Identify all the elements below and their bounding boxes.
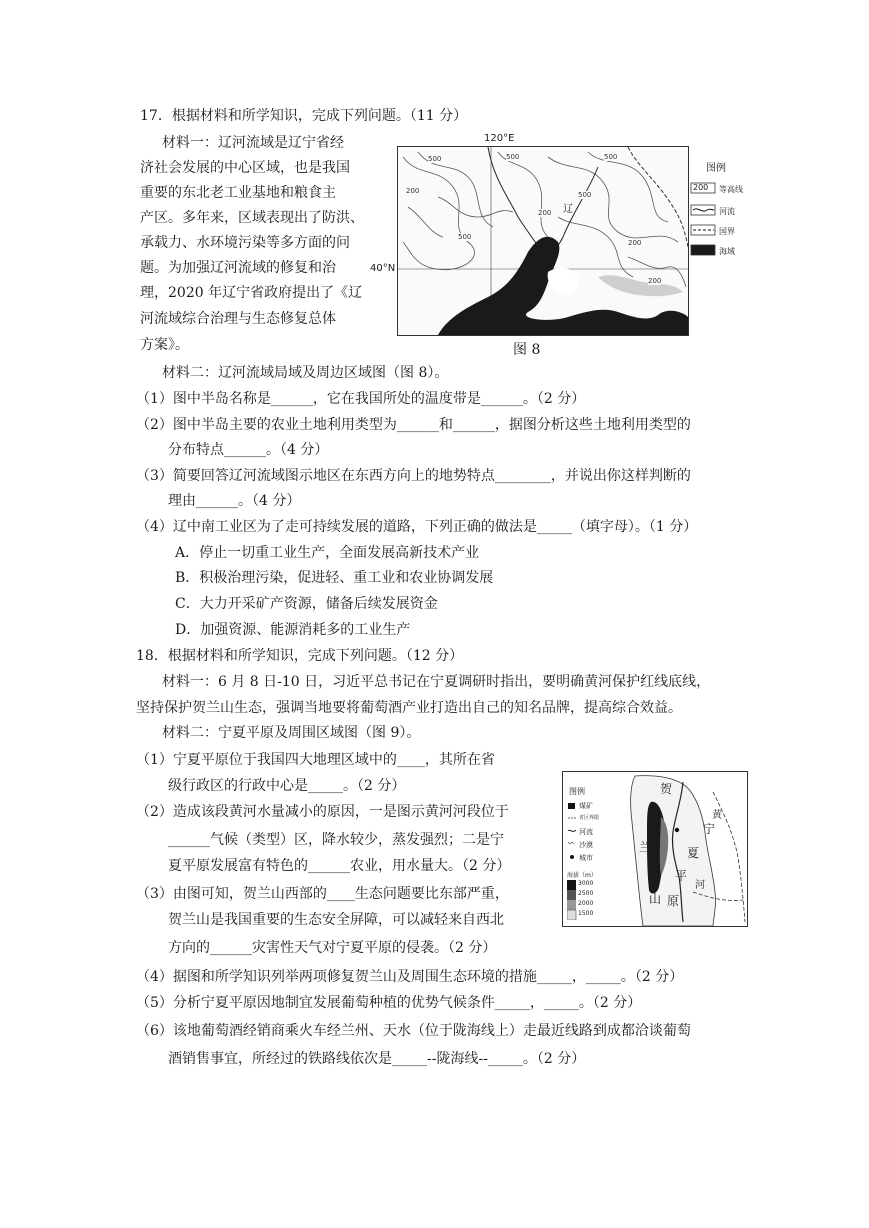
option-a: A．停止一切重工业生产，全面发展高新技术产业 — [175, 545, 480, 561]
legend-contour-sample: 200 — [693, 183, 709, 192]
q18-question: （6）该地葡萄酒经销商乘火车经兰州、天水（位于陇海线上）走最近线路到成都洽谈葡萄 — [136, 1023, 691, 1039]
legend-river: 河流 — [719, 207, 735, 216]
map-label-he: 贺 — [660, 782, 673, 796]
q17-material1-line: 河流域综合治理与生态修复总体 — [140, 311, 336, 327]
contour-value: 200 — [628, 239, 642, 247]
legend-contour: 等高线 — [719, 185, 743, 194]
elevation-scale — [567, 880, 577, 920]
map-label-ping: 平 — [675, 869, 688, 883]
contour-value: 200 — [538, 209, 552, 217]
q18-question: 贺兰山是我国重要的生态安全屏障，可以减轻来自西北 — [168, 912, 504, 928]
liaohe-map — [397, 146, 689, 336]
q18-question: （2）造成该段黄河水量减小的原因，一是图示黄河河段位于 — [136, 804, 509, 820]
q17-material1-line: 方案》。 — [140, 337, 189, 353]
q18-material1-line: 坚持保护贺兰山生态，强调当地要将葡萄酒产业打造出自己的知名品牌，提高综合效益。 — [136, 700, 682, 716]
contour-value: 500 — [458, 233, 472, 241]
legend-title: 图例 — [706, 163, 726, 174]
elevation-tick: 1500 — [578, 910, 594, 917]
legend-elevation-label: 海拔（m） — [567, 872, 597, 879]
contour-value: 200 — [648, 277, 662, 285]
contour-value: 500 — [428, 155, 442, 163]
q18-material2: 材料二：宁夏平原及周围区域图（图 9）。 — [162, 725, 421, 741]
legend-desert: 沙漠 — [579, 841, 593, 849]
legend-city: 城市 — [579, 854, 593, 862]
map-label-xia: 夏 — [687, 846, 700, 860]
legend-river: 河流 — [579, 828, 593, 836]
legend-swatches — [690, 180, 720, 260]
map-label-ning: 宁 — [703, 822, 716, 836]
liaohe-map-graphic — [398, 147, 688, 335]
q18-question: 夏平原发展富有特色的______农业，用水量大。（2 分） — [168, 858, 511, 874]
q17-question: （1）图中半岛名称是______，它在我国所处的温度带是______。（2 分） — [136, 391, 586, 407]
q18-title: 18．根据材料和所学知识，完成下列问题。（12 分） — [136, 648, 464, 664]
q18-question: （4）据图和所学知识列举两项修复贺兰山及周围生态环境的措施_____，_____。（2 分） — [136, 969, 684, 985]
legend-boundary: 省区界限 — [579, 815, 600, 821]
legend-coal: 煤矿 — [579, 802, 593, 810]
map-label-lan: 兰 — [639, 840, 652, 854]
q17-question: 分布特点______。（4 分） — [168, 442, 329, 458]
q17-material1-line: 重要的东北老工业基地和粮食主 — [140, 185, 336, 201]
q18-question: 方向的______灾害性天气对宁夏平原的侵袭。（2 分） — [168, 940, 497, 956]
map-label-huang: 黄 — [712, 810, 722, 821]
map-label-yuan: 原 — [667, 894, 680, 908]
elevation-tick: 2000 — [578, 900, 594, 907]
map-label-river: 河 — [695, 880, 705, 891]
q17-question: （4）辽中南工业区为了走可持续发展的道路，下列正确的做法是_____（填字母）。（1 分） — [136, 519, 698, 535]
q18-question: ______气候（类型）区，降水较少，蒸发强烈；二是宁 — [168, 832, 504, 848]
legend-border: 国界 — [719, 227, 735, 236]
contour-value: 200 — [406, 187, 420, 195]
legend-sea: 海域 — [719, 247, 735, 256]
q17-question: （2）图中半岛主要的农业土地利用类型为______和______，据图分析这些土地利用类型的 — [136, 417, 691, 433]
legend-symbols — [567, 802, 579, 872]
option-d: D．加强资源、能源消耗多的工业生产 — [175, 622, 411, 638]
q18-question: 酒销售事宜，所经过的铁路线依次是_____--陇海线--_____。（2 分） — [168, 1051, 586, 1067]
q17-material2: 材料二：辽河流域局域及周边区域图（图 8）。 — [162, 365, 449, 381]
q17-title: 17．根据材料和所学知识，完成下列问题。（11 分） — [140, 108, 468, 124]
longitude-label: 120°E — [484, 133, 515, 144]
q17-material1-line: 承载力、水环境污染等多方面的问 — [140, 235, 350, 251]
q17-material1-line: 济社会发展的中心区域，也是我国 — [140, 160, 350, 176]
elevation-tick: 3000 — [578, 880, 594, 887]
q18-question: （1）宁夏平原位于我国四大地理区域中的____，其所在省 — [136, 752, 495, 768]
latitude-label: 40°N — [370, 263, 396, 274]
q17-material1-line: 题。为加强辽河流域的修复和治 — [140, 260, 336, 276]
q17-material1-line: 理，2020 年辽宁省政府提出了《辽 — [140, 285, 363, 301]
legend-title: 图例 — [569, 787, 585, 796]
map-label-shan: 山 — [649, 892, 662, 906]
elevation-tick: 2500 — [578, 890, 594, 897]
contour-value: 500 — [604, 153, 618, 161]
q17-material1-line: 材料一：辽河流域是辽宁省经 — [162, 135, 344, 151]
contour-value: 500 — [578, 191, 592, 199]
figure-8-caption: 图 8 — [513, 342, 541, 358]
ningxia-map — [562, 771, 748, 927]
q18-material1-line: 材料一：6 月 8 日-10 日，习近平总书记在宁夏调研时指出，要明确黄河保护红线底线， — [162, 674, 711, 690]
q18-question: （3）由图可知，贺兰山西部的____生态问题要比东部严重， — [136, 886, 509, 902]
map-label: 辽 — [563, 204, 573, 215]
contour-value: 500 — [506, 153, 520, 161]
q17-question: （3）简要回答辽河流域图示地区在东西方向上的地势特点________，并说出你这样判断的 — [136, 468, 691, 484]
option-b: B．积极治理污染，促进轻、重工业和农业协调发展 — [175, 570, 494, 586]
q17-question: 理由______。（4 分） — [168, 493, 301, 509]
q18-question: （5）分析宁夏平原因地制宜发展葡萄种植的优势气候条件_____，_____。（2 分） — [136, 995, 642, 1011]
q17-material1-line: 产区。多年来，区域表现出了防洪、 — [140, 210, 364, 226]
option-c: C．大力开采矿产资源，储备后续发展资金 — [175, 596, 438, 612]
q18-question: 级行政区的行政中心是_____。（2 分） — [168, 778, 406, 794]
